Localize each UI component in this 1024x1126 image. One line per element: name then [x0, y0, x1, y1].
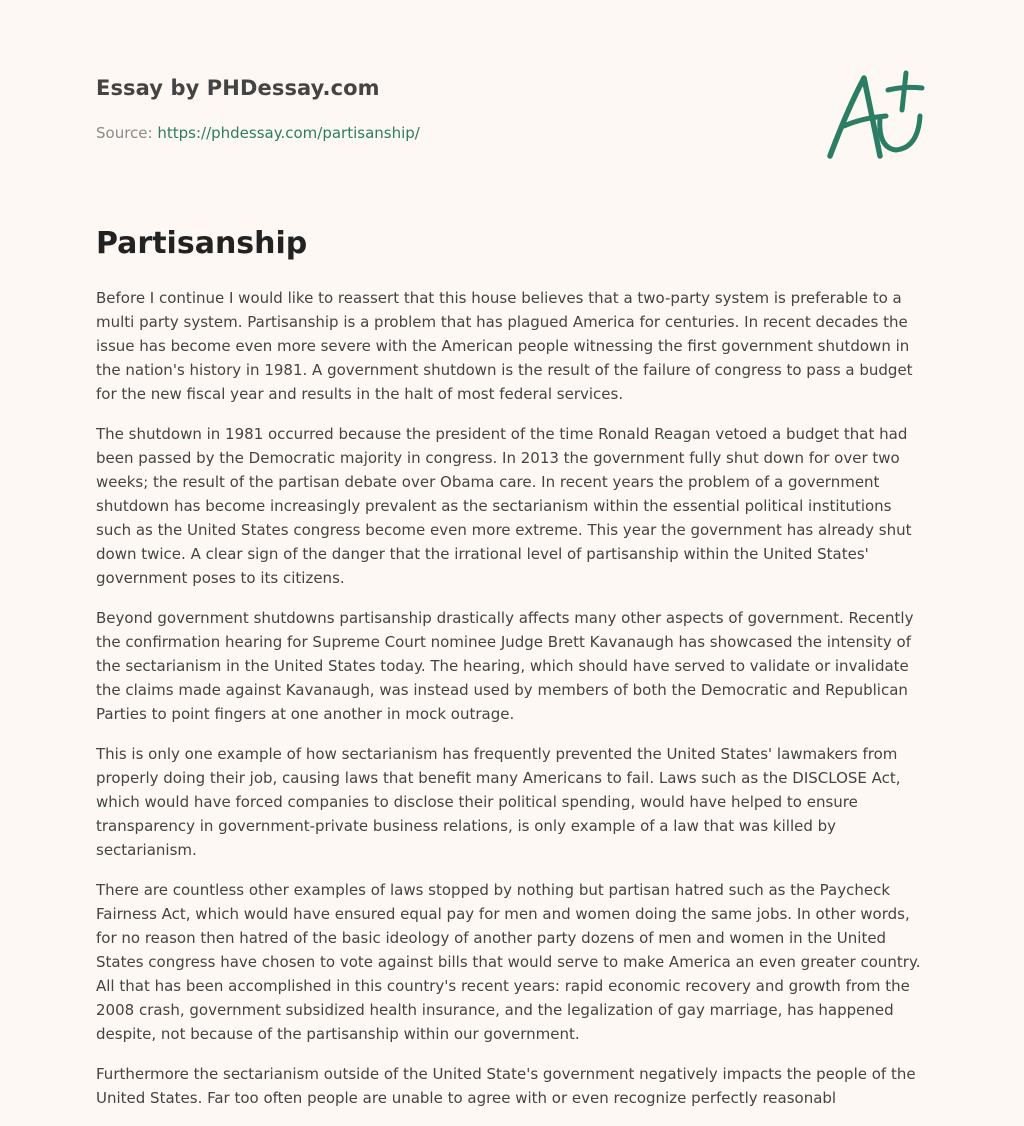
- essay-paragraph: This is only one example of how sectarianism has frequently prevented the United States' lawmakers from properly doing their job, causing laws that benefit many Americans to fail. Laws such as the DISCLOSE Act, which would have forced companies to disclose their political spending, would have helped to ensure transparency in government-private business relations, is only example of a law that was killed by sectarianism.: [96, 745, 901, 859]
- essay-paragraph: Beyond government shutdowns partisanship drastically affects many other aspects of government. Recently the confirmation hearing for Supreme Court nominee Judge Brett Kavanaugh has showcased the intensity of the sectarianism in the United States today. The hearing, which should have served to validate or invalidate the claims made against Kavanaugh, was instead used by members of both the Democratic and Republican Parties to point fingers at one another in mock outrage.: [96, 609, 914, 723]
- essay-paragraph: Before I continue I would like to reassert that this house believes that a two-party system is preferable to a multi party system. Partisanship is a problem that has plagued America for centuries. In recent decades the issue has become even more severe with the American people witnessing the first government shutdown in the nation's history in 1981. A government shutdown is the result of the failure of congress to pass a budget for the new fiscal year and results in the halt of most federal services.: [96, 289, 913, 403]
- source-label: Source:: [96, 124, 153, 142]
- essay-paragraph: Furthermore the sectarianism outside of the United State's government negatively impacts the people of the United States. Far too often people are unable to agree with or even recognize perfectly reasonabl: [96, 1065, 916, 1107]
- essay-body: [96, 286, 928, 1126]
- site-title: Essay by PHDessay.com: [96, 76, 380, 100]
- essay-paragraph: The shutdown in 1981 occurred because the president of the time Ronald Reagan vetoed a budget that had been passed by the Democratic majority in congress. In 2013 the government fully shut down for over two weeks; the result of the partisan debate over Obama care. In recent years the problem of a government shutdown has become increasingly prevalent as the sectarianism within the essential political institutions such as the United States congress become even more extreme. This year the government has already shut down twice. A clear sign of the danger that the irrational level of partisanship within the United States' government poses to its citizens.: [96, 425, 912, 587]
- source-link[interactable]: https://phdessay.com/partisanship/: [157, 124, 420, 142]
- essay-paragraph: There are countless other examples of laws stopped by nothing but partisan hatred such as the Paycheck Fairness Act, which would have ensured equal pay for men and women doing the same jobs. In other words, for no reason then hatred of the basic ideology of another party dozens of men and women in the United States congress have chosen to vote against bills that would serve to make America an even greater country. All that has been accomplished in this country's recent years: rapid economic recovery and growth from the 2008 crash, government subsidized health insurance, and the legalization of gay marriage, has happened despite, not because of the partisanship within our government.: [96, 881, 921, 1043]
- a-plus-logo-icon: [820, 68, 930, 168]
- source-line: [96, 124, 420, 142]
- essay-title: Partisanship: [96, 226, 308, 261]
